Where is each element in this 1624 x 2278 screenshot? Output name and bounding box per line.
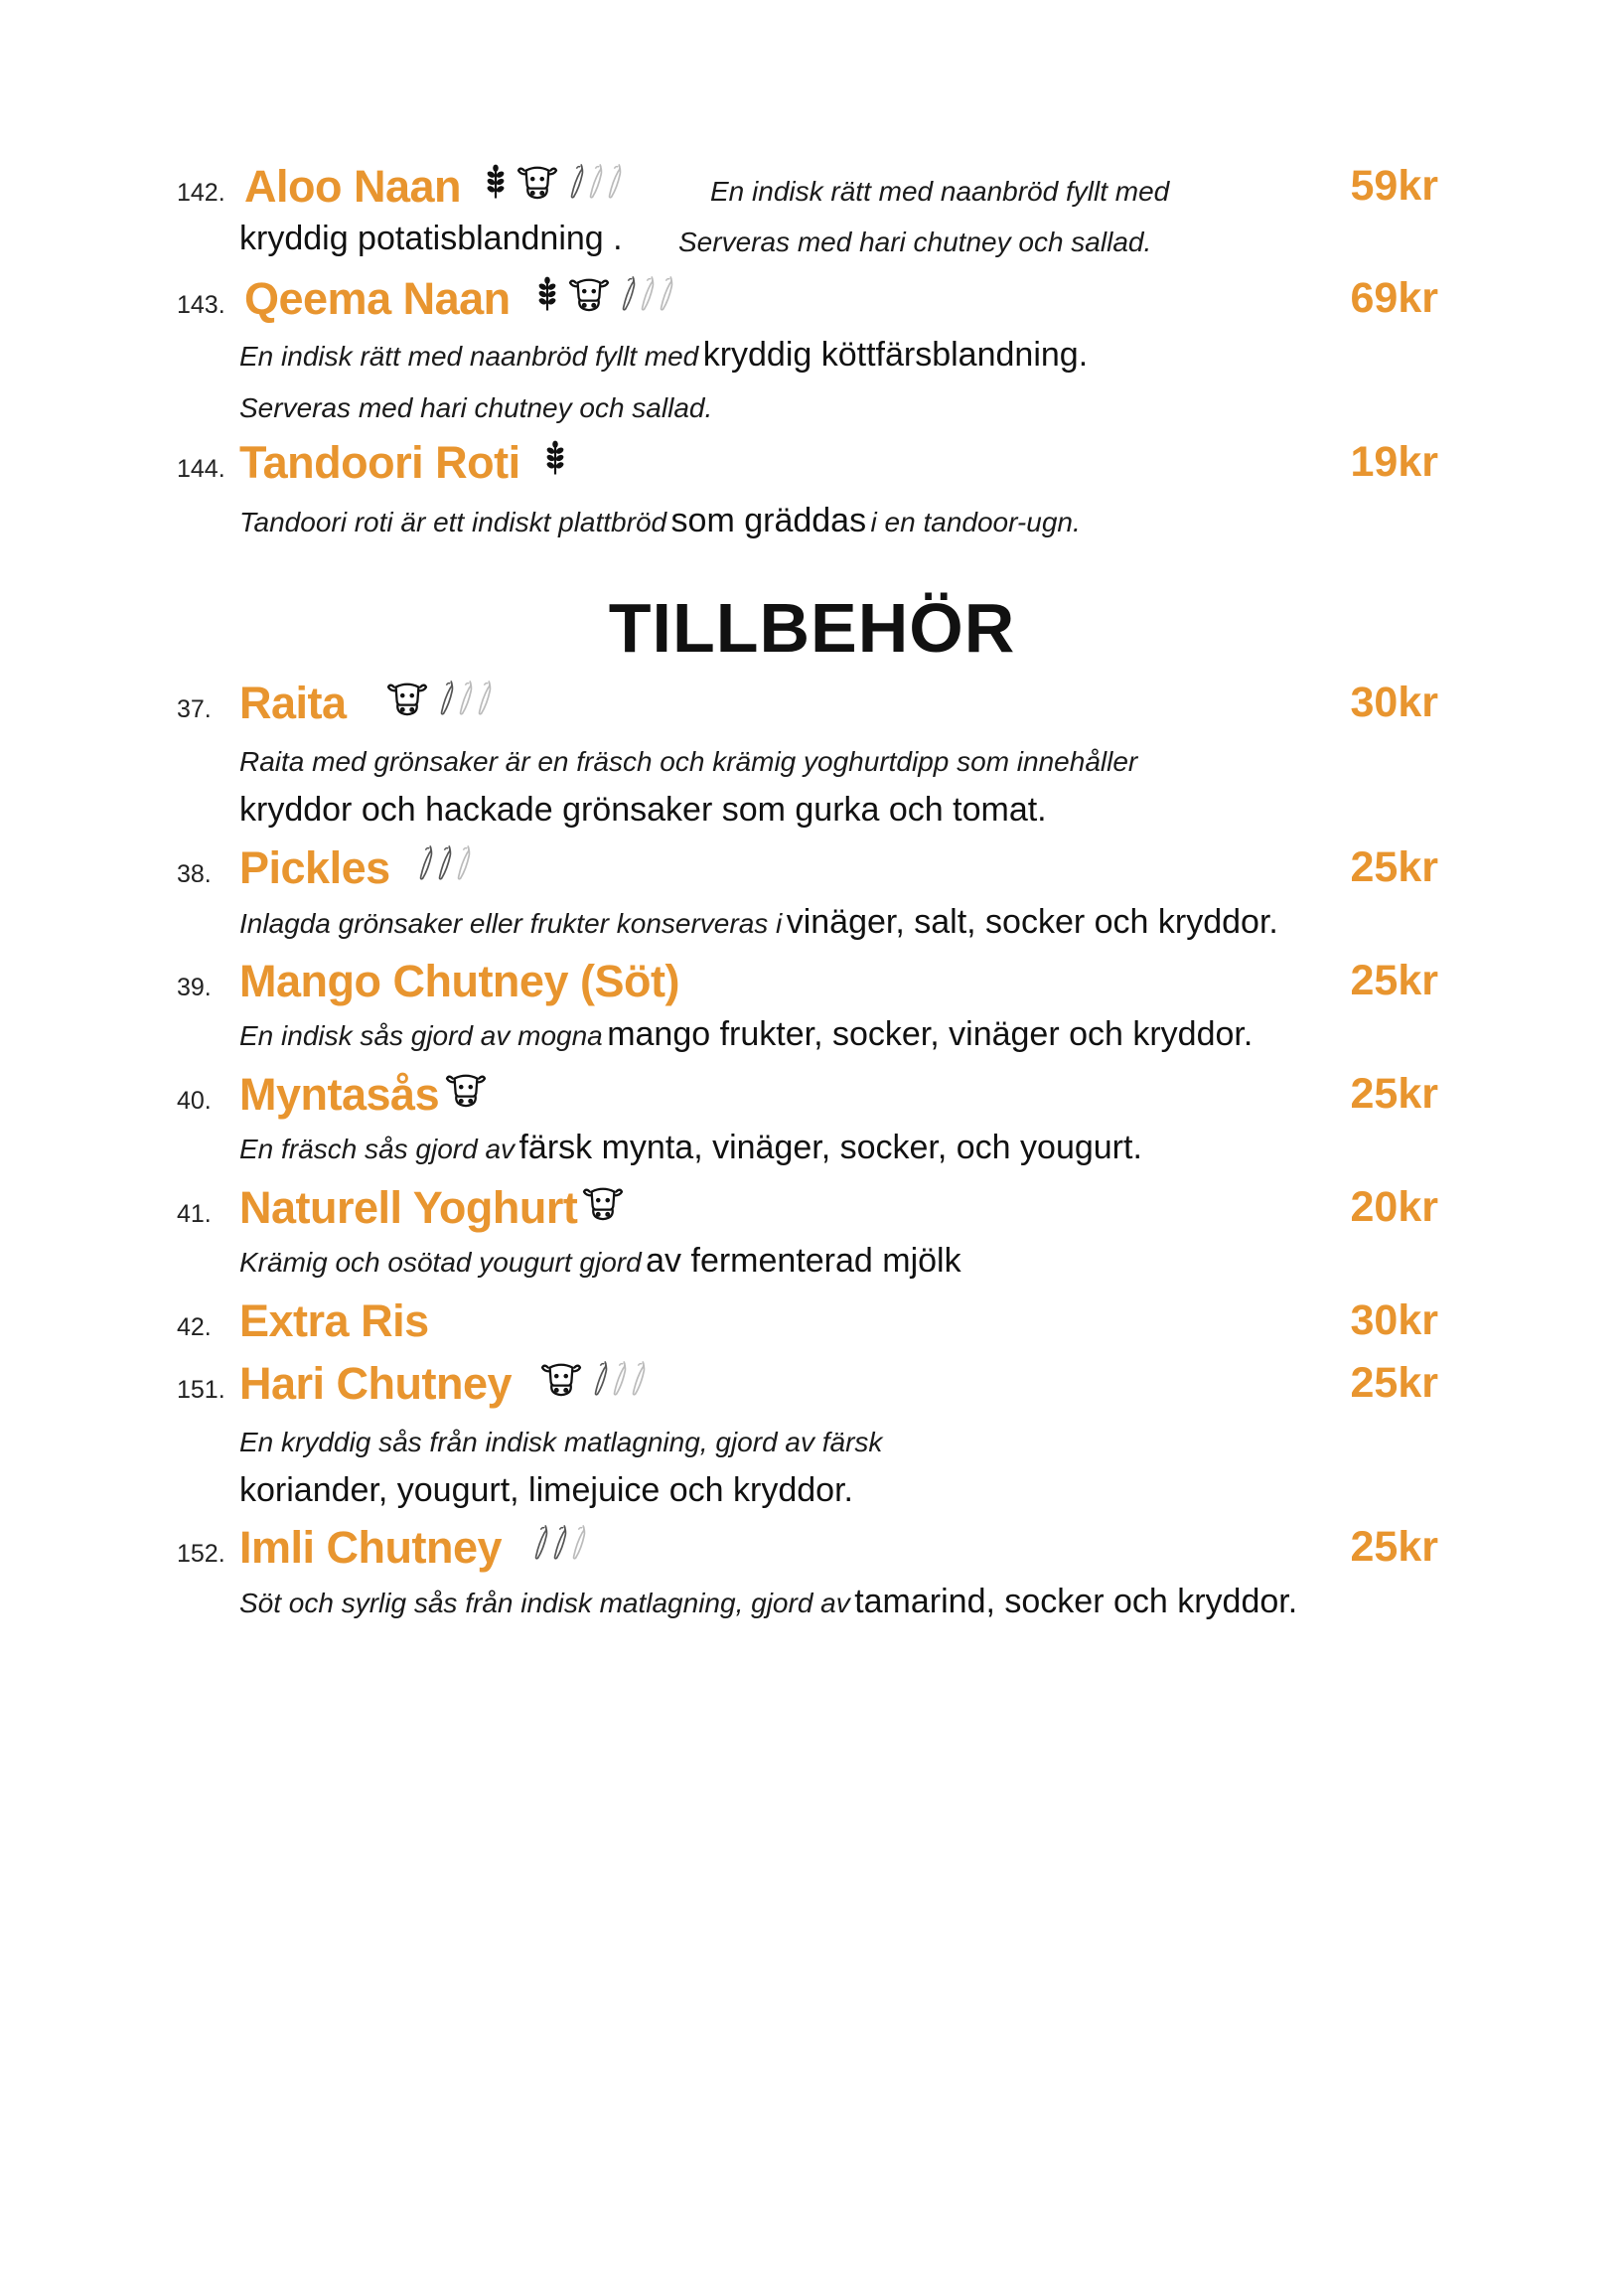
item-name: Myntasås [239, 1069, 440, 1120]
wheat-icon [544, 439, 566, 477]
item-icons [386, 680, 493, 717]
item-description: kryddig potatisblandning . [239, 220, 623, 257]
item-description-line [239, 336, 1088, 375]
item-description: i en tandoor-ugn. [870, 507, 1081, 537]
item-icons [532, 1524, 587, 1562]
item-price: 19kr [1350, 438, 1438, 486]
chili-icon [620, 275, 637, 313]
item-icons [582, 1184, 624, 1222]
item-description: Serveras med hari chutney och sallad. [239, 392, 713, 423]
item-description: av fermenterad mjölk [646, 1242, 961, 1280]
item-icons [417, 844, 472, 882]
item-name: Hari Chutney [239, 1358, 513, 1409]
spice-level [417, 844, 472, 882]
cow-icon [517, 163, 558, 201]
cow-icon [582, 1184, 624, 1222]
chili-icon [532, 1524, 549, 1562]
item-price: 25kr [1350, 843, 1438, 891]
item-icons [445, 1071, 487, 1109]
item-description: som gräddas [670, 502, 867, 539]
item-description: kryddig köttfärsblandning. [702, 336, 1089, 374]
item-name: Raita [239, 678, 347, 728]
item-description: En fräsch sås gjord av [239, 1134, 516, 1164]
item-description: kryddor och hackade grönsaker som gurka och tomat. [239, 791, 1047, 829]
item-price: 25kr [1350, 1359, 1438, 1407]
item-description: tamarind, socker och kryddor. [854, 1583, 1298, 1620]
item-number: 42. [177, 1313, 212, 1341]
item-number: 152. [177, 1540, 225, 1568]
item-price: 30kr [1350, 679, 1438, 726]
chili-icon [457, 680, 474, 717]
item-description: Inlagda grönsaker eller frukter konserveras i [239, 908, 783, 939]
cow-icon [386, 680, 428, 717]
item-description: En indisk rätt med naanbröd fyllt med [710, 176, 1170, 207]
item-price: 30kr [1350, 1296, 1438, 1344]
item-number: 142. [177, 179, 225, 207]
chili-icon [606, 163, 623, 201]
chili-icon [436, 844, 453, 882]
chili-icon [630, 1360, 647, 1398]
item-price: 69kr [1350, 274, 1438, 322]
item-description: Serveras med hari chutney och sallad. [678, 227, 1152, 257]
chili-icon [455, 844, 472, 882]
item-name: Pickles [239, 842, 390, 893]
item-description: En indisk sås gjord av mogna [239, 1020, 603, 1051]
item-name: Aloo Naan [244, 161, 462, 212]
item-icons [485, 163, 623, 201]
chili-icon [639, 275, 656, 313]
chili-icon [611, 1360, 628, 1398]
chili-icon [438, 680, 455, 717]
item-description: Tandoori roti är ett indiskt plattbröd [239, 507, 667, 537]
wheat-icon [485, 163, 507, 201]
item-name: Tandoori Roti [239, 437, 520, 488]
wheat-icon [536, 275, 558, 313]
item-price: 25kr [1350, 1070, 1438, 1118]
item-description: En kryddig sås från indisk matlagning, gjord av färsk [239, 1427, 883, 1457]
chili-icon [570, 1524, 587, 1562]
item-number: 40. [177, 1087, 212, 1115]
chili-icon [658, 275, 674, 313]
item-description-line [239, 502, 1081, 540]
item-price: 20kr [1350, 1183, 1438, 1231]
spice-level [438, 680, 493, 717]
item-number: 41. [177, 1200, 212, 1228]
spice-level [532, 1524, 587, 1562]
item-name: Qeema Naan [244, 273, 511, 324]
spice-level [568, 163, 623, 201]
item-description: färsk mynta, vinäger, socker, och yougurt. [518, 1129, 1142, 1166]
item-description-line [239, 1015, 1253, 1054]
item-description: Söt och syrlig sås från indisk matlagning, gjord av [239, 1588, 850, 1618]
item-description: vinäger, salt, socker och kryddor. [786, 903, 1278, 941]
chili-icon [592, 1360, 609, 1398]
spice-level [620, 275, 674, 313]
chili-icon [417, 844, 434, 882]
cow-icon [540, 1360, 582, 1398]
item-description-line [239, 1129, 1142, 1167]
item-description: mango frukter, socker, vinäger och kryddor. [607, 1015, 1254, 1053]
section-title: TILLBEHÖR [608, 589, 1016, 667]
item-description: Raita med grönsaker är en fräsch och krämig yoghurtdipp som innehåller [239, 746, 1138, 777]
item-price: 25kr [1350, 1523, 1438, 1571]
spice-level [592, 1360, 647, 1398]
item-name: Naturell Yoghurt [239, 1182, 578, 1233]
item-icons [544, 439, 566, 477]
item-number: 151. [177, 1376, 225, 1404]
item-name: Extra Ris [239, 1295, 429, 1346]
item-description-line [239, 903, 1278, 942]
item-description-line [239, 1583, 1297, 1621]
item-description: Krämig och osötad yougurt gjord [239, 1247, 642, 1278]
chili-icon [587, 163, 604, 201]
item-price: 59kr [1350, 162, 1438, 210]
item-icons [536, 275, 674, 313]
item-description-line [239, 1242, 961, 1281]
item-name: Imli Chutney [239, 1522, 503, 1573]
item-price: 25kr [1350, 957, 1438, 1004]
cow-icon [445, 1071, 487, 1109]
item-number: 143. [177, 291, 225, 319]
item-name: Mango Chutney (Söt) [239, 956, 679, 1006]
item-description: koriander, yougurt, limejuice och kryddor. [239, 1471, 853, 1509]
item-icons [540, 1360, 647, 1398]
item-number: 39. [177, 974, 212, 1001]
item-number: 144. [177, 455, 225, 483]
item-number: 38. [177, 860, 212, 888]
item-description: En indisk rätt med naanbröd fyllt med [239, 341, 699, 372]
item-number: 37. [177, 695, 212, 723]
cow-icon [568, 275, 610, 313]
chili-icon [551, 1524, 568, 1562]
chili-icon [568, 163, 585, 201]
chili-icon [476, 680, 493, 717]
